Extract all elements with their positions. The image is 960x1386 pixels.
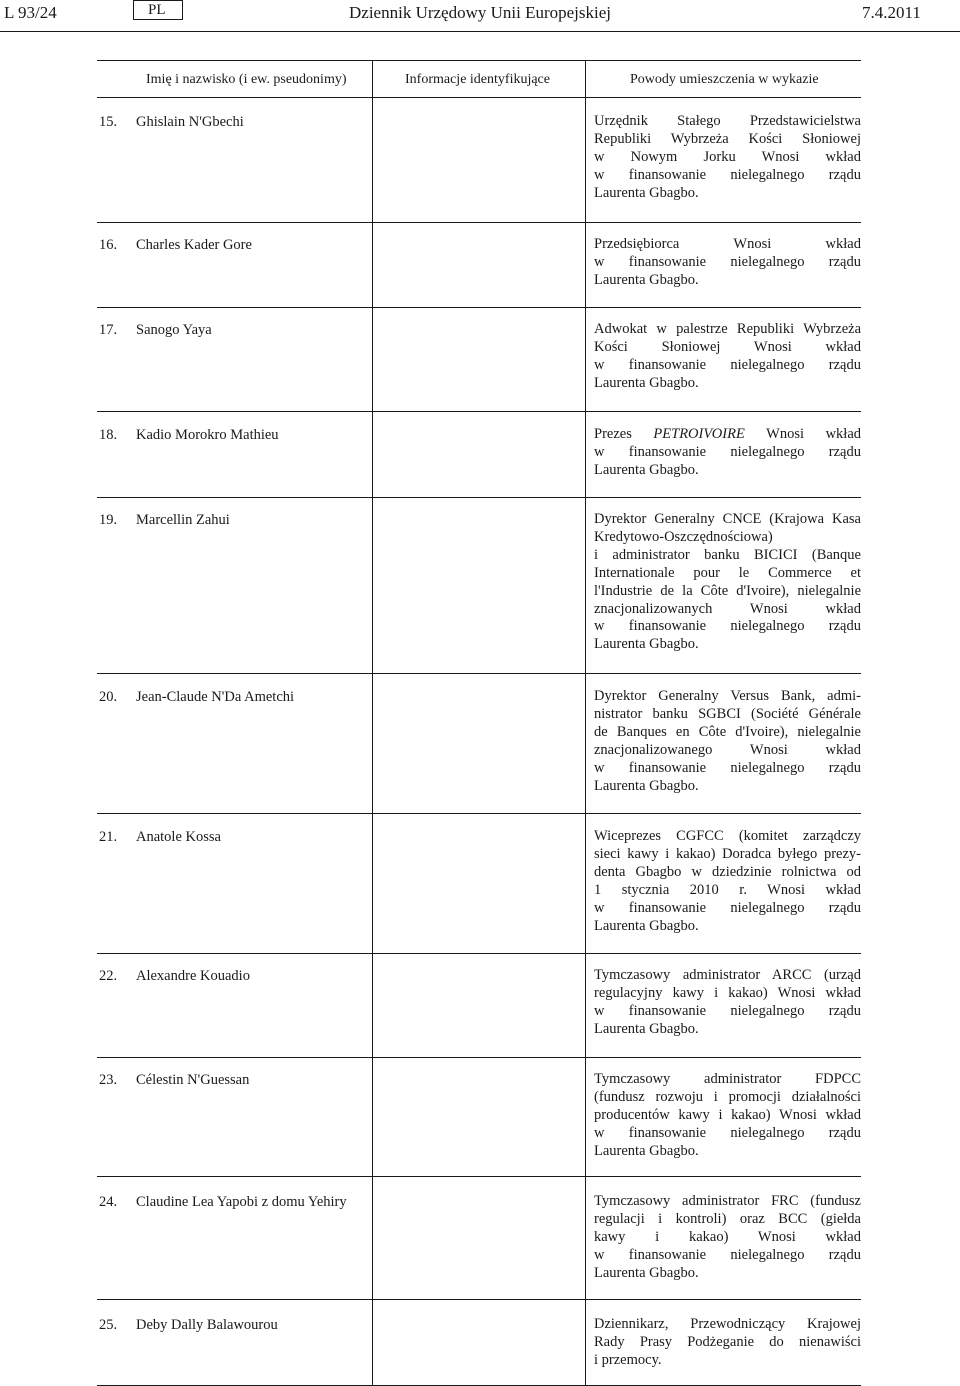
reason-line: w finansowanie nielegalnego rządu (594, 253, 861, 270)
reason-line: Przedsiębiorca Wnosi wkład (594, 236, 861, 252)
column-divider-2 (585, 673, 586, 813)
entry-name: Alexandre Kouadio (136, 968, 250, 984)
column-divider-2 (585, 1299, 586, 1385)
entry-reason (594, 113, 861, 203)
reason-line: Dyrektor Generalny CNCE (Krajowa Kasa (594, 511, 861, 527)
column-divider-2 (585, 411, 586, 497)
reason-line: l'Industrie de la Côte d'Ivoire), nielegalnie (594, 582, 861, 599)
column-divider-1 (372, 813, 373, 953)
entry-reason (594, 236, 861, 290)
publication-date: 7.4.2011 (862, 3, 921, 22)
row-separator (97, 411, 861, 412)
reason-line: w finansowanie nielegalnego rządu (594, 356, 861, 373)
reason-line: nistrator banku SGBCI (Société Générale (594, 705, 861, 722)
reason-line: kawy i kakao) Wnosi wkład (594, 1228, 861, 1245)
column-divider-2 (585, 953, 586, 1057)
column-divider-1 (372, 673, 373, 813)
entry-reason (594, 688, 861, 795)
company-name: PETROIVOIRE (653, 426, 745, 442)
column-header-name: Imię i nazwisko (i ew. pseudonimy) (146, 72, 347, 87)
reason-line-suffix: Wnosi wkład (744, 426, 861, 442)
entry-number: 18. (99, 427, 118, 443)
table-top-rule (97, 60, 861, 61)
reason-line: regulacji i kontroli) oraz BCC (giełda (594, 1210, 861, 1227)
reason-line: 1 stycznia 2010 r. Wnosi wkład (594, 881, 861, 898)
reason-line: znacjonalizowanych Wnosi wkład (594, 600, 861, 617)
column-divider-2 (585, 497, 586, 673)
entry-name: Charles Kader Gore (136, 237, 252, 253)
page-reference: L 93/24 (4, 3, 57, 22)
journal-title: Dziennik Urzędowy Unii Europejskiej (349, 3, 612, 22)
reason-line: w finansowanie nielegalnego rządu (594, 166, 861, 183)
reason-line: w finansowanie nielegalnego rządu (594, 1124, 861, 1141)
reason-line: Dziennikarz, Przewodniczący Krajowej (594, 1316, 861, 1332)
column-divider-2 (585, 97, 586, 222)
reason-line: Kości Słoniowej Wnosi wkład (594, 338, 861, 355)
column-divider-2 (585, 60, 586, 98)
reason-line: Tymczasowy administrator FRC (fundusz (594, 1193, 861, 1209)
column-divider-1 (372, 1057, 373, 1176)
row-separator (97, 1057, 861, 1058)
entry-number: 17. (99, 322, 118, 338)
column-divider-2 (585, 813, 586, 953)
page-header (0, 0, 960, 32)
header-rule (0, 31, 960, 32)
column-divider-1 (372, 222, 373, 307)
reason-line: w finansowanie nielegalnego rządu (594, 1002, 861, 1019)
entry-name: Célestin N'Guessan (136, 1072, 250, 1088)
row-separator (97, 1176, 861, 1177)
reason-line: denta Gbagbo w dziedzinie rolnictwa od (594, 863, 861, 880)
reason-line-prefix: Prezes (594, 426, 654, 442)
reason-line: znacjonalizowanego Wnosi wkład (594, 741, 861, 758)
entry-name: Jean-Claude N'Da Ametchi (136, 689, 295, 705)
column-divider-1 (372, 307, 373, 411)
reason-line: Laurenta Gbagbo. (594, 1264, 699, 1281)
entry-reason (594, 1193, 861, 1283)
reason-line: Dyrektor Generalny Versus Bank, admi- (594, 688, 861, 704)
reason-line: w finansowanie nielegalnego rządu (594, 443, 861, 460)
reason-line: w Nowym Jorku Wnosi wkład (594, 148, 861, 165)
entry-reason (594, 967, 861, 1039)
column-divider-1 (372, 1176, 373, 1299)
row-separator (97, 813, 861, 814)
reason-line: w finansowanie nielegalnego rządu (594, 1246, 861, 1263)
entry-name: Sanogo Yaya (136, 322, 212, 338)
reason-line: Laurenta Gbagbo. (594, 777, 699, 794)
reason-line: Urzędnik Stałego Przedstawicielstwa (594, 113, 861, 129)
reason-line: Laurenta Gbagbo. (594, 1142, 699, 1159)
row-separator (97, 673, 861, 674)
entry-number: 21. (99, 829, 118, 845)
reason-line: Wiceprezes CGFCC (komitet zarządczy (594, 828, 861, 844)
column-header-reason: Powody umieszczenia w wykazie (630, 72, 819, 87)
reason-line: Laurenta Gbagbo. (594, 461, 699, 478)
entry-reason (594, 511, 861, 654)
entry-name: Anatole Kossa (136, 829, 221, 845)
column-divider-2 (585, 307, 586, 411)
reason-line: Rady Prasy Podżeganie do nienawiści (594, 1333, 861, 1350)
row-separator (97, 1299, 861, 1300)
row-separator (97, 497, 861, 498)
reason-line: (fundusz rozwoju i promocji działalności (594, 1088, 861, 1105)
reason-line: w finansowanie nielegalnego rządu (594, 618, 861, 635)
entry-number: 20. (99, 689, 118, 705)
reason-line: sieci kawy i kakao) Doradca byłego prezy- (594, 845, 861, 862)
reason-line: Tymczasowy administrator FDPCC (594, 1071, 861, 1087)
entry-name: Claudine Lea Yapobi z domu Yehiry (136, 1194, 347, 1210)
reason-line: Laurenta Gbagbo. (594, 271, 699, 288)
entry-name: Kadio Morokro Mathieu (136, 427, 279, 443)
row-separator (97, 953, 861, 954)
entry-name: Deby Dally Balawourou (136, 1317, 278, 1333)
entry-reason (594, 1316, 861, 1370)
reason-line: Republiki Wybrzeża Kości Słoniowej (594, 130, 861, 147)
reason-line: Laurenta Gbagbo. (594, 917, 699, 934)
column-divider-1 (372, 497, 373, 673)
reason-line: de Banques en Côte d'Ivoire), nielegalnie (594, 723, 861, 740)
reason-line: Laurenta Gbagbo. (594, 184, 699, 201)
entry-reason (594, 426, 861, 480)
column-divider-2 (585, 1176, 586, 1299)
reason-line: Laurenta Gbagbo. (594, 374, 699, 391)
reason-line: i przemocy. (594, 1351, 662, 1368)
reason-line (594, 426, 861, 444)
entry-reason (594, 321, 861, 393)
entry-reason (594, 1071, 861, 1161)
reason-line: Kredytowo-Oszczędnościowa) (594, 528, 773, 545)
reason-line: regulacyjny kawy i kakao) Wnosi wkład (594, 984, 861, 1001)
reason-line: Adwokat w palestrze Republiki Wybrzeża (594, 321, 861, 337)
entry-number: 16. (99, 237, 118, 253)
entry-name: Marcellin Zahui (136, 512, 230, 528)
reason-line: Tymczasowy administrator ARCC (urząd (594, 967, 861, 983)
language-box: PL (133, 0, 183, 20)
reason-line: Internationale pour le Commerce et (594, 564, 861, 581)
column-divider-1 (372, 60, 373, 98)
entry-name: Ghislain N'Gbechi (136, 114, 244, 130)
row-separator (97, 307, 861, 308)
column-divider-2 (585, 1057, 586, 1176)
column-divider-1 (372, 953, 373, 1057)
row-separator (97, 222, 861, 223)
reason-line: Laurenta Gbagbo. (594, 636, 699, 653)
column-divider-1 (372, 1299, 373, 1385)
entry-number: 23. (99, 1072, 118, 1088)
reason-line: i administrator banku BICICI (Banque (594, 546, 861, 563)
reason-line: w finansowanie nielegalnego rządu (594, 759, 861, 776)
column-divider-1 (372, 411, 373, 497)
entry-number: 19. (99, 512, 118, 528)
entry-number: 24. (99, 1194, 118, 1210)
entry-reason (594, 828, 861, 935)
column-divider-1 (372, 97, 373, 222)
entry-number: 25. (99, 1317, 118, 1333)
table-header-rule (97, 97, 861, 98)
reason-line: w finansowanie nielegalnego rządu (594, 899, 861, 916)
column-header-info: Informacje identyfikujące (405, 72, 550, 87)
entry-number: 22. (99, 968, 118, 984)
column-divider-2 (585, 222, 586, 307)
reason-line: producentów kawy i kakao) Wnosi wkład (594, 1106, 861, 1123)
reason-line: Laurenta Gbagbo. (594, 1020, 699, 1037)
entry-number: 15. (99, 114, 118, 130)
